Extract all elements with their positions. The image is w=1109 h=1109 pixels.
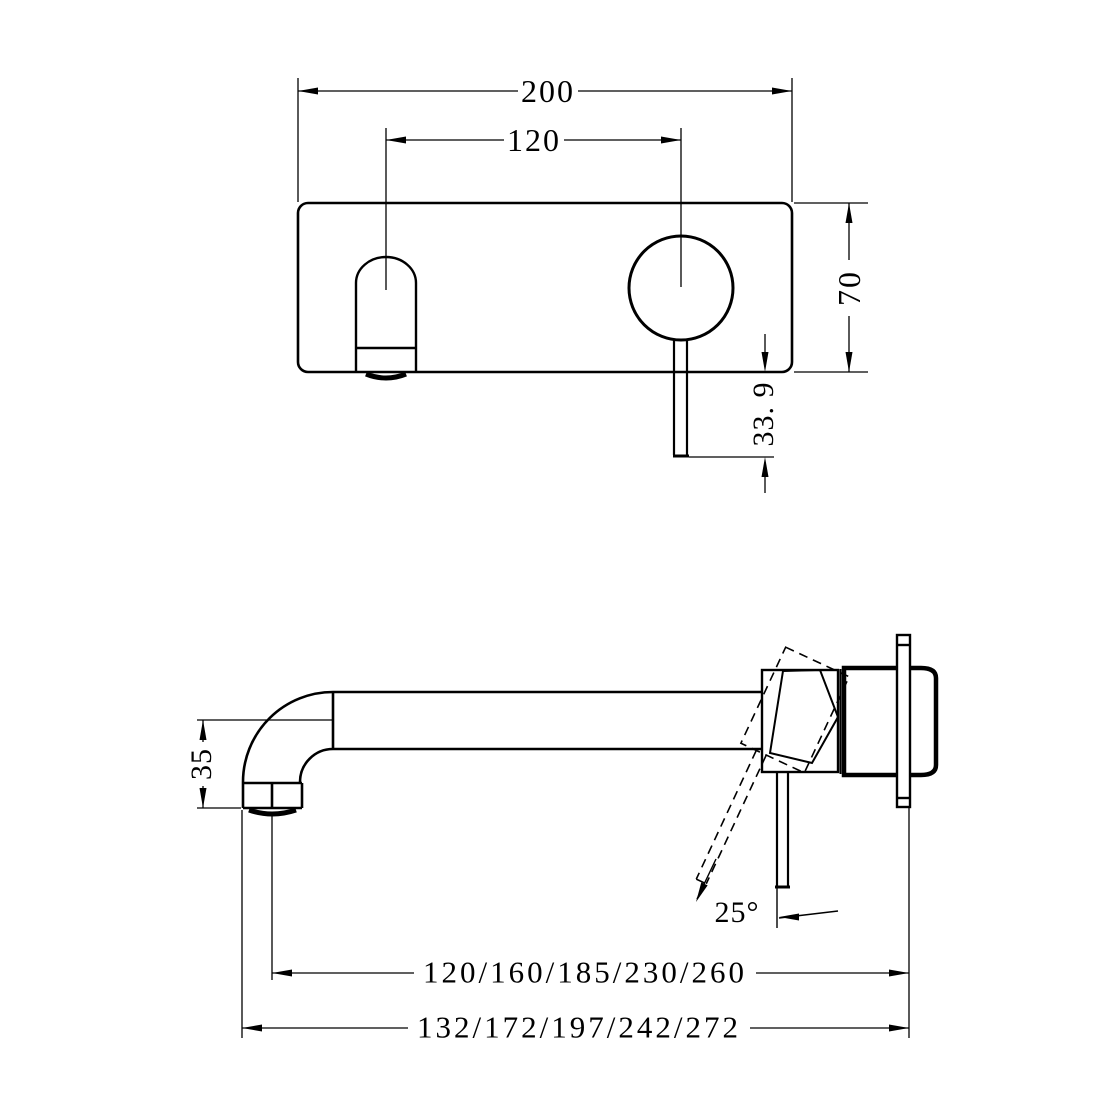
front-view — [298, 78, 868, 493]
handle-base-cone — [770, 670, 838, 763]
handle-tilted-dashed — [681, 647, 849, 901]
label-centres-spacing: 120 — [504, 124, 564, 156]
label-handle-angle: 25° — [714, 896, 760, 929]
wall-flange — [897, 635, 910, 807]
spout-aerator-front — [366, 374, 406, 378]
cartridge-housing — [844, 668, 936, 775]
handle-lever-front — [673, 340, 689, 456]
label-overall-width: 200 — [518, 75, 578, 107]
spout-profile — [243, 692, 762, 808]
label-plate-height: 70 — [831, 270, 867, 306]
handle-lever-side — [775, 772, 790, 887]
dim-spout-reach — [242, 807, 909, 1038]
label-spout-reach-options: 120/160/185/230/260 — [419, 957, 751, 988]
label-overall-reach-options: 132/172/197/242/272 — [413, 1012, 745, 1043]
backplate-outline — [298, 203, 792, 372]
label-handle-drop: 33. 9 — [747, 381, 780, 447]
label-spout-drop: 35 — [185, 748, 218, 780]
